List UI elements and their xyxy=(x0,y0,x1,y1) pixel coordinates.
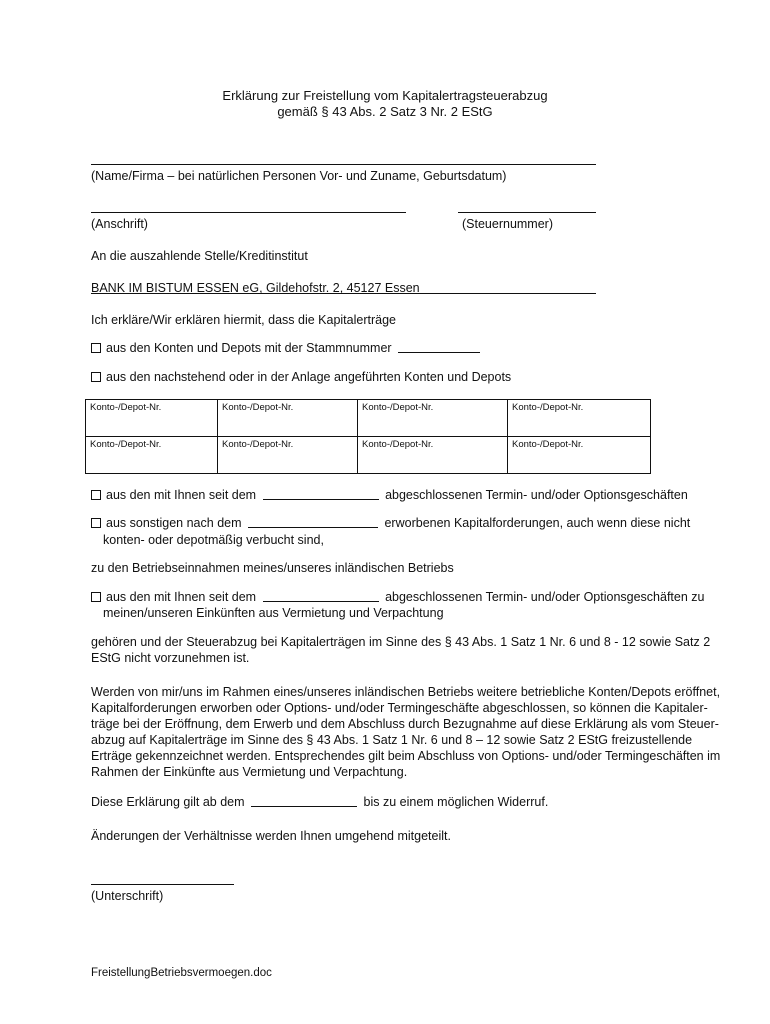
option-termin-pre: aus den mit Ihnen seit dem xyxy=(106,488,257,502)
option-stammnummer-label: aus den Konten und Depots mit der Stammnummer xyxy=(106,341,392,355)
option-capital-pre: aus sonstigen nach dem xyxy=(106,516,242,530)
option-listed-accounts-label: aus den nachstehend oder in der Anlage angeführten Konten und Depots xyxy=(106,370,512,384)
validity-line xyxy=(91,794,548,810)
option-rental-post: abgeschlossenen Termin- und/oder Optionsgeschäften zu xyxy=(385,590,705,604)
signature-label: (Unterschrift) xyxy=(91,889,164,903)
table-row xyxy=(86,437,651,474)
account-cell[interactable]: Konto-/Depot-Nr. xyxy=(358,437,508,474)
paragraph2-line: Erträge gekennzeichnet werden. Entsprechendes gilt beim Abschluss von Options- und/oder Termingeschäften im xyxy=(91,749,721,763)
termin-date-blank[interactable] xyxy=(263,487,379,500)
name-field-label: (Name/Firma – bei natürlichen Personen Vor- und Zuname, Geburtsdatum) xyxy=(91,169,507,183)
document-title-line2: gemäß § 43 Abs. 2 Satz 3 Nr. 2 EStG xyxy=(277,104,493,119)
tax-number-field-label: (Steuernummer) xyxy=(462,217,553,231)
footer-filename: FreistellungBetriebsvermoegen.doc xyxy=(91,967,272,979)
validity-date-blank[interactable] xyxy=(251,794,357,807)
account-cell[interactable]: Konto-/Depot-Nr. xyxy=(86,437,218,474)
signature-line[interactable] xyxy=(91,884,234,885)
option-capital-claims xyxy=(91,515,690,531)
paying-office-label: An die auszahlende Stelle/Kreditinstitut xyxy=(91,249,308,263)
bank-field-line xyxy=(91,293,596,294)
business-income-heading: zu den Betriebseinnahmen meines/unseres inländischen Betriebs xyxy=(91,561,454,575)
paragraph2-line: abzug auf Kapitalerträge im Sinne des § 43 Abs. 1 Satz 1 Nr. 6 und 8 – 12 sowie Satz 2 EStG freizustellende xyxy=(91,733,693,747)
document-title-line1: Erklärung zur Freistellung vom Kapitalertragsteuerabzug xyxy=(222,88,548,103)
option-termin-geschaefte xyxy=(91,487,688,503)
rental-date-blank[interactable] xyxy=(263,589,379,602)
bank-name-value: BANK IM BISTUM ESSEN eG, Gildehofstr. 2, 45127 Essen xyxy=(91,281,420,295)
account-cell[interactable]: Konto-/Depot-Nr. xyxy=(508,400,651,437)
option-termin-post: abgeschlossenen Termin- und/oder Optionsgeschäften xyxy=(385,488,688,502)
option-listed-accounts xyxy=(91,369,511,385)
account-cell[interactable]: Konto-/Depot-Nr. xyxy=(358,400,508,437)
address-field-label: (Anschrift) xyxy=(91,217,148,231)
capital-claims-date-blank[interactable] xyxy=(248,515,378,528)
paragraph2 xyxy=(91,684,720,780)
option-rental-pre: aus den mit Ihnen seit dem xyxy=(106,590,257,604)
account-cell[interactable]: Konto-/Depot-Nr. xyxy=(218,437,358,474)
account-cell[interactable]: Konto-/Depot-Nr. xyxy=(86,400,218,437)
paragraph2-line: Kapitalforderungen erworben oder Options- und/oder Termingeschäfte abgeschlossen, so können die Kapitaler- xyxy=(91,701,708,715)
rental-checkbox[interactable] xyxy=(91,592,101,602)
option-capital-post: erworbenen Kapitalforderungen, auch wenn diese nicht xyxy=(384,516,691,530)
address-field-line[interactable] xyxy=(91,212,406,213)
listed-accounts-checkbox[interactable] xyxy=(91,372,101,382)
termin-geschaefte-checkbox[interactable] xyxy=(91,490,101,500)
option-rental xyxy=(91,589,704,605)
paragraph2-line: Werden von mir/uns im Rahmen eines/unseres inländischen Betriebs weitere betriebliche Konten/Depots eröffnet, xyxy=(91,685,721,699)
declaration-intro: Ich erkläre/Wir erklären hiermit, dass die Kapitalerträge xyxy=(91,313,396,327)
name-field-line[interactable] xyxy=(91,164,596,165)
table-row xyxy=(86,400,651,437)
option-rental-line2: meinen/unseren Einkünften aus Vermietung und Verpachtung xyxy=(103,606,444,620)
account-cell[interactable]: Konto-/Depot-Nr. xyxy=(218,400,358,437)
paragraph1-line1: gehören und der Steuerabzug bei Kapitalerträgen im Sinne des § 43 Abs. 1 Satz 1 Nr. 6 und 8 - 12 sowie Satz 2 xyxy=(91,635,711,649)
validity-post: bis zu einem möglichen Widerruf. xyxy=(363,795,549,809)
validity-pre: Diese Erklärung gilt ab dem xyxy=(91,795,245,809)
tax-number-field-line[interactable] xyxy=(458,212,596,213)
paragraph2-line: träge bei der Eröffnung, dem Erwerb und dem Abschluss durch Bezugnahme auf diese Erklärung als vom Steuer- xyxy=(91,717,719,731)
account-cell[interactable]: Konto-/Depot-Nr. xyxy=(508,437,651,474)
paragraph1-line2: EStG nicht vorzunehmen ist. xyxy=(91,651,250,665)
option-stammnummer xyxy=(91,340,480,356)
changes-notice: Änderungen der Verhältnisse werden Ihnen umgehend mitgeteilt. xyxy=(91,829,451,843)
capital-claims-checkbox[interactable] xyxy=(91,518,101,528)
option-capital-line2: konten- oder depotmäßig verbucht sind, xyxy=(103,533,324,547)
account-table xyxy=(85,399,651,474)
stammnummer-checkbox[interactable] xyxy=(91,343,101,353)
paragraph2-line: Rahmen der Einkünfte aus Vermietung und Verpachtung. xyxy=(91,765,408,779)
stammnummer-blank[interactable] xyxy=(398,340,480,353)
